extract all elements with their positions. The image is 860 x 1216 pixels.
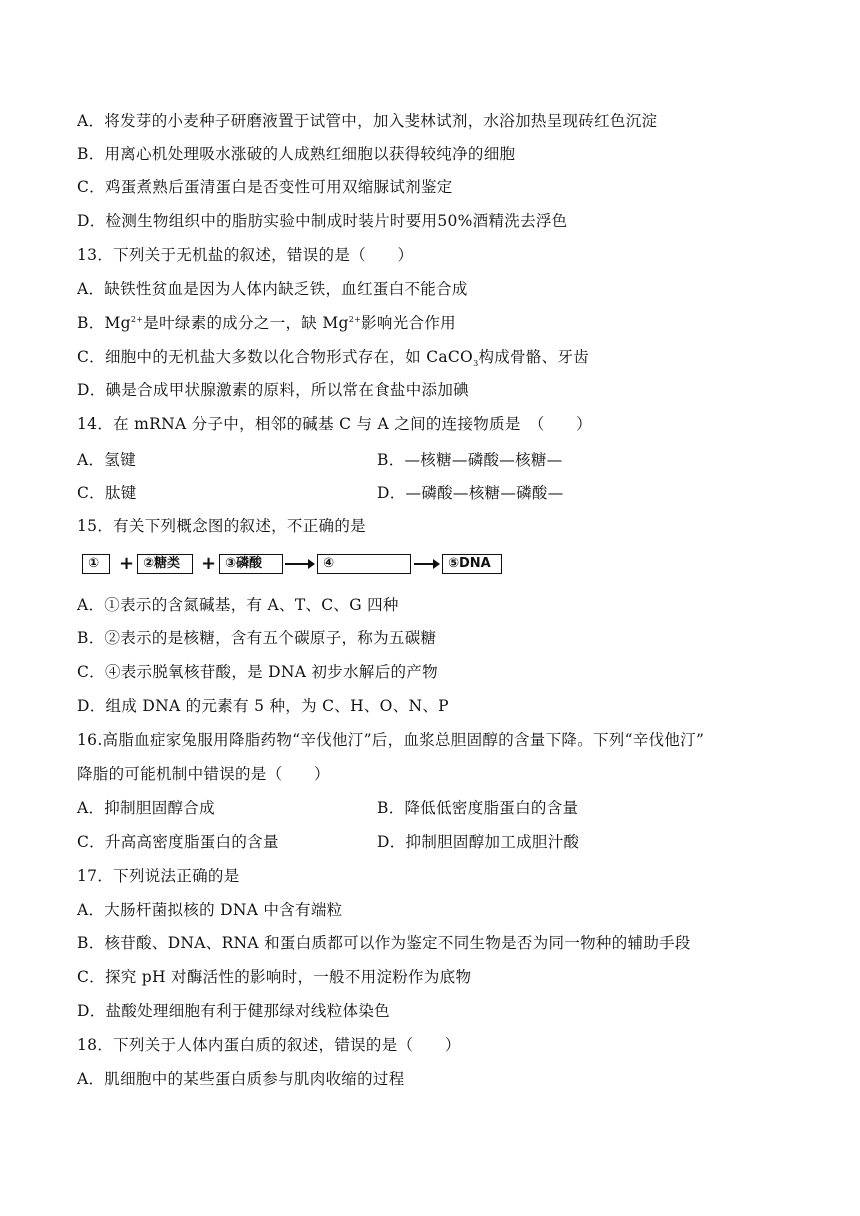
q15-option-b: B．②表示的是核糖，含有五个碳原子，称为五碳糖 bbox=[77, 629, 437, 647]
q18-option-a: A．肌细胞中的某些蛋白质参与肌肉收缩的过程 bbox=[77, 1070, 405, 1088]
q12-option-a: A．将发芽的小麦种子研磨液置于试管中，加入斐林试剂，水浴加热呈现砖红色沉淀 bbox=[77, 112, 658, 130]
q17-option-b: B．核苷酸、DNA、RNA 和蛋白质都可以作为鉴定不同生物是否为同一物种的辅助手段 bbox=[77, 934, 691, 952]
q17-option-d: D．盐酸处理细胞有利于健那绿对线粒体染色 bbox=[77, 1002, 390, 1020]
diagram-arrow-1 bbox=[285, 563, 313, 565]
diagram-box-4: ④ bbox=[317, 554, 411, 574]
q12-option-b: B．用离心机处理吸水涨破的人成熟红细胞以获得较纯净的细胞 bbox=[77, 145, 516, 163]
q16-option-c: C．升高高密度脂蛋白的含量 bbox=[77, 833, 279, 851]
diagram-box-1: ① bbox=[82, 554, 110, 574]
q15-stem: 15．有关下列概念图的叙述，不正确的是 bbox=[77, 517, 366, 535]
q17-option-c: C．探究 pH 对酶活性的影响时，一般不用淀粉作为底物 bbox=[77, 968, 472, 986]
q14-option-a: A．氢键 bbox=[77, 451, 136, 469]
diagram-arrow-2 bbox=[414, 563, 438, 565]
diagram-box-2: ②糖类 bbox=[137, 554, 193, 574]
q14-stem: 14．在 mRNA 分子中，相邻的碱基 C 与 A 之间的连接物质是 （ ） bbox=[77, 415, 592, 433]
diagram-plus-1: + bbox=[119, 553, 135, 574]
q13-option-c: C．细胞中的无机盐大多数以化合物形式存在，如 CaCO$_3$构成骨骼、牙齿 bbox=[77, 348, 590, 369]
q17-option-a: A．大肠杆菌拟核的 DNA 中含有端粒 bbox=[77, 901, 343, 919]
q14-option-b: B．—核糖—磷酸—核糖— bbox=[377, 451, 563, 469]
q12-option-d: D．检测生物组织中的脂肪实验中制成时装片时要用50%酒精洗去浮色 bbox=[77, 212, 568, 230]
q14-option-c: C．肽键 bbox=[77, 484, 137, 502]
q16-option-a: A．抑制胆固醇合成 bbox=[77, 799, 215, 817]
q13-option-d: D．碘是合成甲状腺激素的原料，所以常在食盐中添加碘 bbox=[77, 381, 469, 399]
q13-option-b: B．$Mg^{2+}$是叶绿素的成分之一，缺 $Mg^{2+}$影响光合作用 bbox=[77, 314, 456, 332]
diagram-box-3: ③磷酸 bbox=[219, 554, 283, 574]
q15-option-a: A．①表示的含氮碱基，有 A、T、C、G 四种 bbox=[77, 596, 399, 614]
q17-stem: 17．下列说法正确的是 bbox=[77, 867, 240, 885]
q16-option-d: D．抑制胆固醇加工成胆汁酸 bbox=[377, 833, 580, 851]
q15-option-c: C．④表示脱氧核苷酸，是 DNA 初步水解后的产物 bbox=[77, 663, 438, 681]
q13-stem: 13．下列关于无机盐的叙述，错误的是（ ） bbox=[77, 246, 414, 264]
diagram-box-5: ⑤DNA bbox=[442, 554, 502, 574]
q16-stem-line2: 降脂的可能机制中错误的是（ ） bbox=[77, 765, 330, 783]
diagram-plus-2: + bbox=[201, 553, 217, 574]
q14-option-d: D．—磷酸—核糖—磷酸— bbox=[377, 484, 564, 502]
q13-option-a: A．缺铁性贫血是因为人体内缺乏铁，血红蛋白不能合成 bbox=[77, 280, 468, 298]
q18-stem: 18．下列关于人体内蛋白质的叙述，错误的是（ ） bbox=[77, 1036, 461, 1054]
concept-diagram bbox=[77, 550, 507, 580]
q15-option-d: D．组成 DNA 的元素有 5 种，为 C、H、O、N、P bbox=[77, 697, 449, 715]
q16-stem-line1: 16.高脂血症家兔服用降脂药物“辛伐他汀”后，血浆总胆固醇的含量下降。下列“辛伐他汀” bbox=[77, 731, 705, 749]
q16-option-b: B．降低低密度脂蛋白的含量 bbox=[377, 799, 579, 817]
q12-option-c: C．鸡蛋煮熟后蛋清蛋白是否变性可用双缩脲试剂鉴定 bbox=[77, 178, 453, 196]
